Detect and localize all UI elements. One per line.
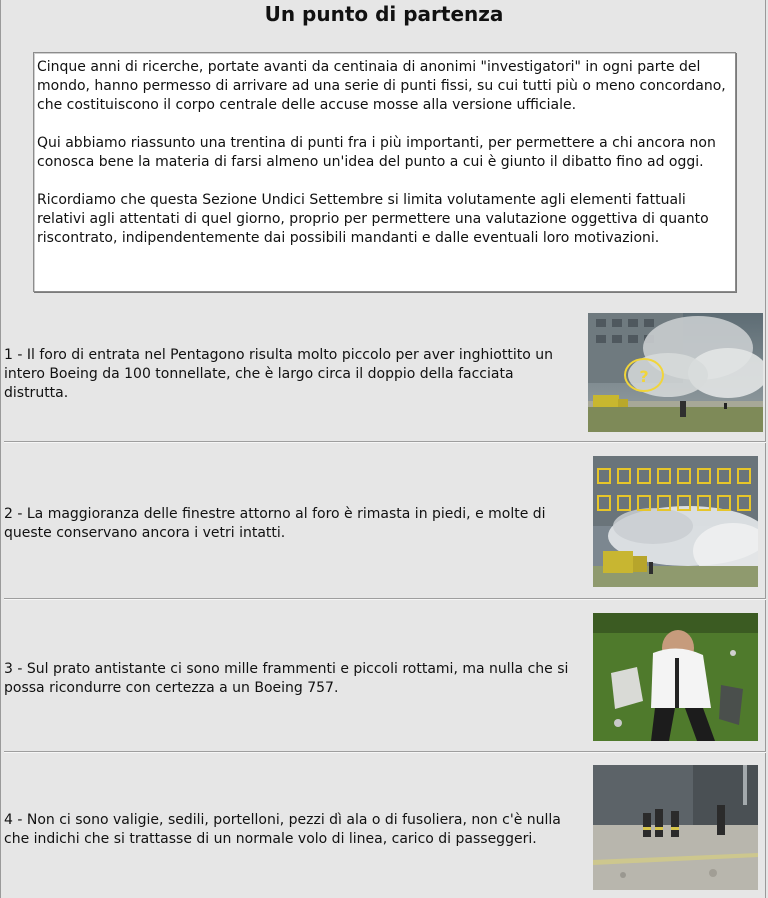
item-2-image xyxy=(593,456,758,587)
window-highlight-grid xyxy=(597,468,757,518)
intro-paragraph-2: Qui abbiamo riassunto una trentina di punti fra i più importanti, per permettere a chi ancora non conosca bene la materia di farsi almeno un'idea del punto a cui è giunto il dibatto fino ad oggi. xyxy=(37,135,716,170)
lawn-debris-image xyxy=(593,613,758,741)
pentagon-smoke-image xyxy=(588,313,763,432)
item-4-text: 4 - Non ci sono valigie, sedili, portelloni, pezzi dì ala o di fusoliera, non c'è nulla che indichi che si trattasse di un normale volo di linea, carico di passeggeri. xyxy=(4,812,561,847)
item-4-image xyxy=(593,765,758,890)
intro-paragraph-1: Cinque anni di ricerche, portate avanti da centinaia di anonimi "investigatori" in ogni parte del mondo, hanno permesso di arrivare ad una serie di punti fissi, su cui tutti più o meno concordano, che costituiscono il corpo centrale delle accuse mosse alla versione ufficiale. xyxy=(37,59,726,113)
item-3-text: 3 - Sul prato antistante ci sono mille frammenti e piccoli rottami, ma nulla che si possa ricondurre con certezza a un Boeing 757. xyxy=(4,661,569,696)
separator-2 xyxy=(4,598,766,600)
firefighters-debris-image xyxy=(593,765,758,890)
separator-1 xyxy=(4,441,766,443)
page-title: Un punto di partenza xyxy=(264,2,504,26)
item-1-image xyxy=(588,313,763,432)
item-3-image xyxy=(593,613,758,741)
intro-box xyxy=(33,52,736,292)
item-2-text: 2 - La maggioranza delle finestre attorno al foro è rimasta in piedi, e molte di queste conservano ancora i vetri intatti. xyxy=(4,506,546,541)
intro-paragraph-3: Ricordiamo che questa Sezione Undici Settembre si limita volutamente agli elementi fattuali relativi agli attentati di quel giorno, proprio per permettere una valutazione oggettiva di quanto riscontrato, indipendentemente dai possibili mandanti e dalle eventuali loro motivazioni. xyxy=(37,192,709,246)
question-mark-badge: ? xyxy=(624,358,664,392)
item-1-text: 1 - Il foro di entrata nel Pentagono risulta molto piccolo per aver inghiottito un intero Boeing da 100 tonnellate, che è largo circa il doppio della facciata distrutta. xyxy=(4,347,553,401)
separator-3 xyxy=(4,751,766,753)
